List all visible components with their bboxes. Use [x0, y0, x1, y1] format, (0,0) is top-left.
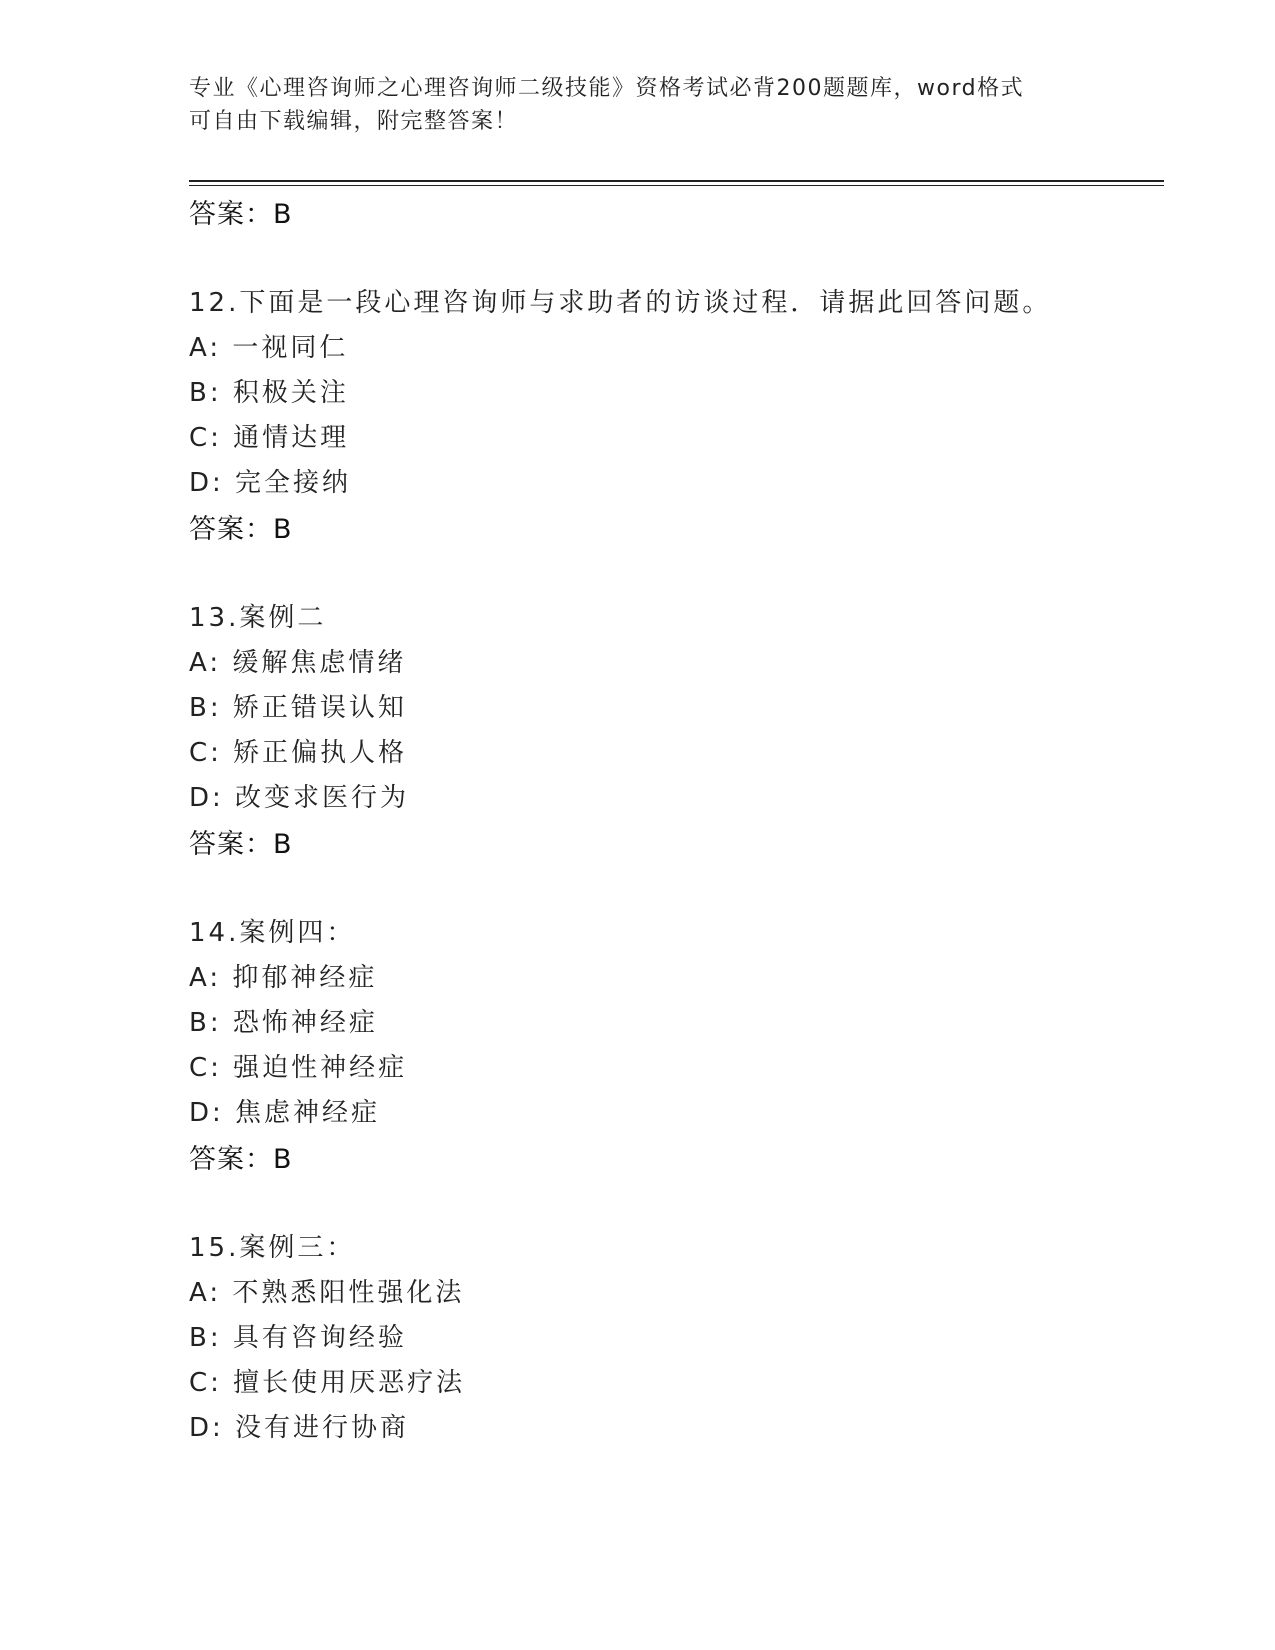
question-14-option-d: D: 焦虑神经症	[189, 1098, 381, 1128]
question-12-stem: 12.下面是一段心理咨询师与求助者的访谈过程．请据此回答问题。	[189, 288, 1052, 318]
question-15-option-a: A: 不熟悉阳性强化法	[189, 1278, 465, 1308]
question-12-option-d: D: 完全接纳	[189, 468, 352, 498]
header-line-1: 专业《心理咨询师之心理咨询师二级技能》资格考试必背200题题库，word格式	[189, 76, 1025, 101]
document-header	[189, 72, 1089, 138]
question-13-answer: 答案：B	[189, 829, 293, 860]
question-13-option-d: D: 改变求医行为	[189, 783, 410, 813]
question-12-option-a: A: 一视同仁	[189, 333, 349, 363]
question-15-option-c: C: 擅长使用厌恶疗法	[189, 1368, 466, 1398]
question-15-option-d: D: 没有进行协商	[189, 1413, 410, 1443]
question-12-option-b: B: 积极关注	[189, 378, 349, 408]
question-14-option-c: C: 强迫性神经症	[189, 1053, 408, 1083]
question-12-option-c: C: 通情达理	[189, 423, 350, 453]
header-rule-thin	[189, 185, 1164, 186]
header-line-2: 可自由下载编辑，附完整答案！	[189, 109, 519, 134]
question-13-stem: 13.案例二	[189, 603, 327, 633]
question-14-option-b: B: 恐怖神经症	[189, 1008, 378, 1038]
question-13-option-b: B: 矫正错误认知	[189, 693, 407, 723]
question-14-option-a: A: 抑郁神经症	[189, 963, 378, 993]
header-rule-thick	[189, 180, 1164, 182]
question-14-stem: 14.案例四：	[189, 918, 356, 948]
question-15-stem: 15.案例三：	[189, 1233, 356, 1263]
question-14-answer: 答案：B	[189, 1144, 293, 1175]
question-12-answer: 答案：B	[189, 514, 293, 545]
answer-prev: 答案：B	[189, 199, 293, 230]
question-15-option-b: B: 具有咨询经验	[189, 1323, 407, 1353]
question-13-option-c: C: 矫正偏执人格	[189, 738, 408, 768]
question-13-option-a: A: 缓解焦虑情绪	[189, 648, 407, 678]
